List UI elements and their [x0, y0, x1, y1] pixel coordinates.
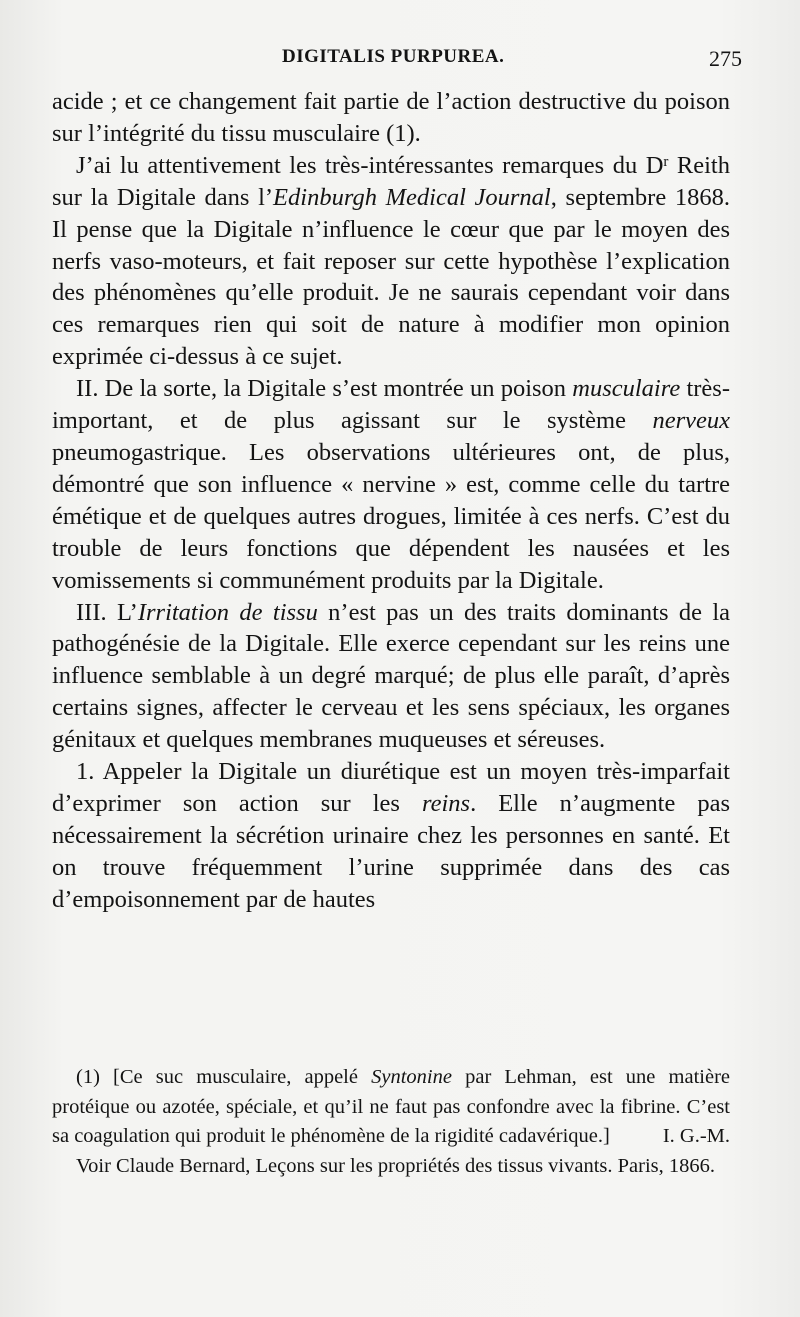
paragraph	[52, 373, 730, 596]
footnote-signature: I. G.-M.	[662, 1125, 730, 1147]
text-run: Voir Claude Bernard, Leçons sur les propriétés des tissus vivants. Paris, 1866.	[76, 1154, 716, 1177]
text-run: par Lehman, est une matière protéique ou azotée, spéciale, et qu’il ne faut pas confondre avec la fibrine. C’est sa coagulation qui produit le phénomène de la rigidité cadavérique.]	[52, 1066, 730, 1147]
page-header	[52, 46, 742, 80]
italic-text: Edinburgh Medical Journal	[273, 183, 551, 211]
italic-text: reins	[421, 789, 471, 817]
italic-text: musculaire	[572, 375, 681, 403]
text-run: (1) [Ce suc musculaire, appelé	[76, 1066, 372, 1088]
text-run: très-important, et de plus agissant sur le système	[52, 375, 730, 435]
footnotes	[52, 1063, 730, 1181]
text-run: Reith sur la Digitale dans l’	[52, 151, 730, 211]
text-run: n’est pas un des traits dominants de la pathogénésie de la Digitale. Elle exerce cependant sur les reins une influence semblable à un degré marqué; de plus elle paraît, d’après certains signes, affecter le cerveau et les sens spéciaux, les organes génitaux et quelques membranes muqueuses et séreuses.	[52, 598, 730, 754]
superscript-text: r	[663, 153, 669, 170]
text-run: pneumogastrique. Les observations ultérieures ont, de plus, démontré que son influence « nervine » est, comme celle du tartre émétique et de quelques autres drogues, limitée à ces nerfs. C’est du trouble de leurs fonctions que dépendent les nausées et les vomissements si communément produits par la Digitale.	[52, 438, 730, 594]
paragraph	[52, 756, 730, 916]
text-run: III. L’	[76, 598, 138, 626]
text-run: 1. Appeler la Digitale un diurétique est un moyen très-imparfait d’exprimer son action sur les	[52, 758, 730, 817]
italic-text: nerveux	[652, 407, 730, 435]
paragraph	[52, 150, 730, 373]
italic-text: Syntonine	[371, 1066, 452, 1088]
text-run: acide ; et ce changement fait partie de l’action destructive du poison sur l’intégrité du tissu musculaire (1).	[52, 88, 730, 147]
running-title: DIGITALIS PURPUREA.	[282, 46, 505, 67]
main-text	[52, 86, 730, 916]
paragraph	[52, 86, 730, 150]
footnote	[52, 1152, 730, 1182]
text-run: J’ai lu attentivement les très-intéressantes remarques du D	[76, 151, 664, 179]
text-run: II. De la sorte, la Digitale s’est montrée un poison	[76, 375, 573, 403]
text-run: . Elle n’augmente pas nécessairement la sécrétion urinaire chez les personnes en santé. Et on trouve fréquemment l’urine supprimée dans des cas d’empoisonnement par de hautes	[52, 789, 730, 913]
page-number: 275	[709, 46, 742, 71]
paragraph	[52, 597, 730, 757]
italic-text: Irritation de tissu	[137, 598, 318, 626]
text-run: , septembre 1868. Il pense que la Digitale n’influence le cœur que par le moyen des nerfs vaso-moteurs, et fait reposer sur cette hypothèse l’explication des phénomènes qu’elle produit. Je ne saurais cependant voir dans ces remarques rien qui soit de nature à modifier mon opinion exprimée ci-dessus à ce sujet.	[52, 183, 730, 371]
footnote	[52, 1063, 730, 1152]
